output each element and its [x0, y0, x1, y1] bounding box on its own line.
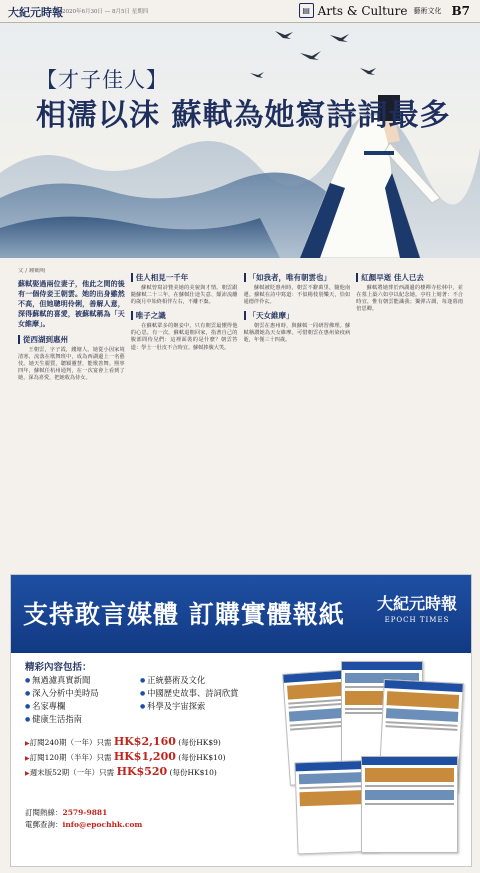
article-column-1	[18, 268, 125, 566]
ad-bullet: ● 名家專欄	[25, 701, 140, 712]
phone-number[interactable]: 2579-9881	[62, 808, 108, 817]
ad-title: 支持敢言媒體 訂購實體報紙	[23, 600, 345, 629]
hero-illustration	[0, 23, 480, 258]
ad-heading: 精彩內容包括：	[25, 662, 92, 673]
page-number: B7	[451, 3, 470, 18]
book-icon: ▤	[299, 3, 314, 18]
section-title: 從西湖到惠州	[18, 335, 125, 344]
page-header	[0, 0, 480, 23]
newspaper-logo: 大紀元時報	[8, 6, 63, 19]
ad-bullet: ● 健康生活指南	[25, 714, 140, 725]
article-intro: 蘇軾娶過兩位妻子，他此之間的後有一個侍妾王朝雲。她的出身雖然不高，但她聰明伶俐，善解人意，深得蘇軾的喜愛，被蘇軾稱為「天女維摩」。	[18, 279, 125, 329]
price-value: HK$1,200	[113, 750, 176, 763]
section-text: 王朝雲，字子霞，錢塘人。她從小因家境清寒，流落在歌舞班中，成為西湖邊上一名藝伎。她天生麗質，聰穎靈慧，能歌善舞。熙寧四年，蘇軾任杭州通判，在一次宴會上看到了她，深為喜愛，把她收為侍女。	[18, 347, 125, 382]
section-en: Arts & Culture	[317, 3, 408, 18]
section-text: 蘇軾將她葬於西湖邊的棲禪寺松林中，並在墓上築六如亭以紀念她。亭柱上刻著：不合時宜，惟有朝雲能識我；獨彈古調，每逢暮雨倍思卿。	[356, 285, 463, 313]
section-text: 在蘇軾眾多的姬妾中，只有朝雲最懂得他的心思。有一次，蘇軾退朝回家，指著自己的腹部問侍兒們：這裡面裝的是什麼？朝雲答道：學士一肚皮不合時宜。蘇軾捧腹大笑。	[130, 323, 238, 351]
section-zh: 藝術文化	[413, 6, 442, 15]
section-title: 佳人相見一千年	[131, 273, 238, 282]
price-row: ▶週末版52期（一年）只需 HK$520 (每份HK$10)	[25, 765, 217, 778]
triangle-icon: ▶	[25, 770, 30, 777]
triangle-icon: ▶	[25, 755, 30, 762]
byline: 文 / 鍾鶴鳴	[18, 268, 46, 274]
section-title: 唯子之識	[131, 311, 238, 320]
ad-banner	[11, 575, 471, 653]
epoch-times-logo	[377, 591, 457, 624]
logo-en: EPOCH TIMES	[384, 616, 450, 624]
ad-bullet: ● 中國歷史故事、詩詞欣賞	[140, 688, 290, 699]
ad-bullet: ● 科學及宇宙探索	[140, 701, 290, 712]
ad-bullet: ● 正統藝術及文化	[140, 675, 290, 686]
logo-zh: 大紀元時報	[376, 594, 457, 613]
section-title: 「如我者，唯有朝雲也」	[244, 273, 351, 282]
price-value: HK$2,160	[113, 735, 176, 748]
ad-bullet: ● 深入分析中美時局	[25, 688, 140, 699]
article-kicker: 【才子佳人】	[36, 68, 168, 92]
newspaper-thumb	[361, 756, 458, 853]
article-column-2	[131, 268, 238, 566]
subscription-ad	[10, 574, 472, 867]
price-row: ▶訂閱240期（一年）只需 HK$2,160 (每份HK$9)	[25, 735, 221, 748]
section-text: 蘇軾被貶惠州時，朝雲不辭萬里，隨他南遷。蘇軾在詩中寫道：不似楊枝別樂天，恰如通德伴伶玄。	[243, 285, 351, 306]
article-body	[18, 268, 463, 566]
price-value: HK$520	[116, 765, 168, 778]
newspaper-collage	[286, 661, 461, 856]
article-column-4	[356, 268, 463, 566]
ad-bullet-list	[25, 675, 290, 725]
section-text: 蘇軾曾寫詩贊美她的美貌與才情。朝雲跟隨蘇軾二十三年，在蘇軾仕途失意、顛沛流離的歲月中始終相伴左右，不離不棄。	[130, 285, 238, 306]
landscape-painting	[0, 23, 480, 258]
section-title: 紅顏早逝 佳人已去	[356, 273, 463, 282]
header-date: 2020年6月30日 — 8月5日 星期四	[62, 9, 149, 15]
section-title: 「天女維摩」	[244, 311, 351, 320]
contact-info	[25, 807, 142, 831]
triangle-icon: ▶	[25, 740, 30, 747]
crane-birds	[250, 31, 376, 78]
email-link[interactable]: info@epochhk.com	[62, 820, 143, 829]
article-column-3	[244, 268, 351, 566]
email-line: 電郵查詢：info@epochhk.com	[25, 820, 143, 829]
section-label	[299, 3, 470, 18]
section-text: 朝雲在惠州時，與蘇軾一同研習佛理。蘇軾稱讚她為天女維摩。可惜朝雲在惠州染疫病逝，年僅三十四歲。	[243, 323, 351, 344]
article-headline: 相濡以沫 蘇軾為她寫詩詞最多	[36, 98, 451, 133]
ad-bullet: ● 無過濾真實新聞	[25, 675, 140, 686]
phone-line: 訂閱熱線：2579-9881	[25, 808, 108, 817]
price-row: ▶訂閱120期（半年）只需 HK$1,200 (每份HK$10)	[25, 750, 226, 763]
price-list	[25, 735, 226, 780]
